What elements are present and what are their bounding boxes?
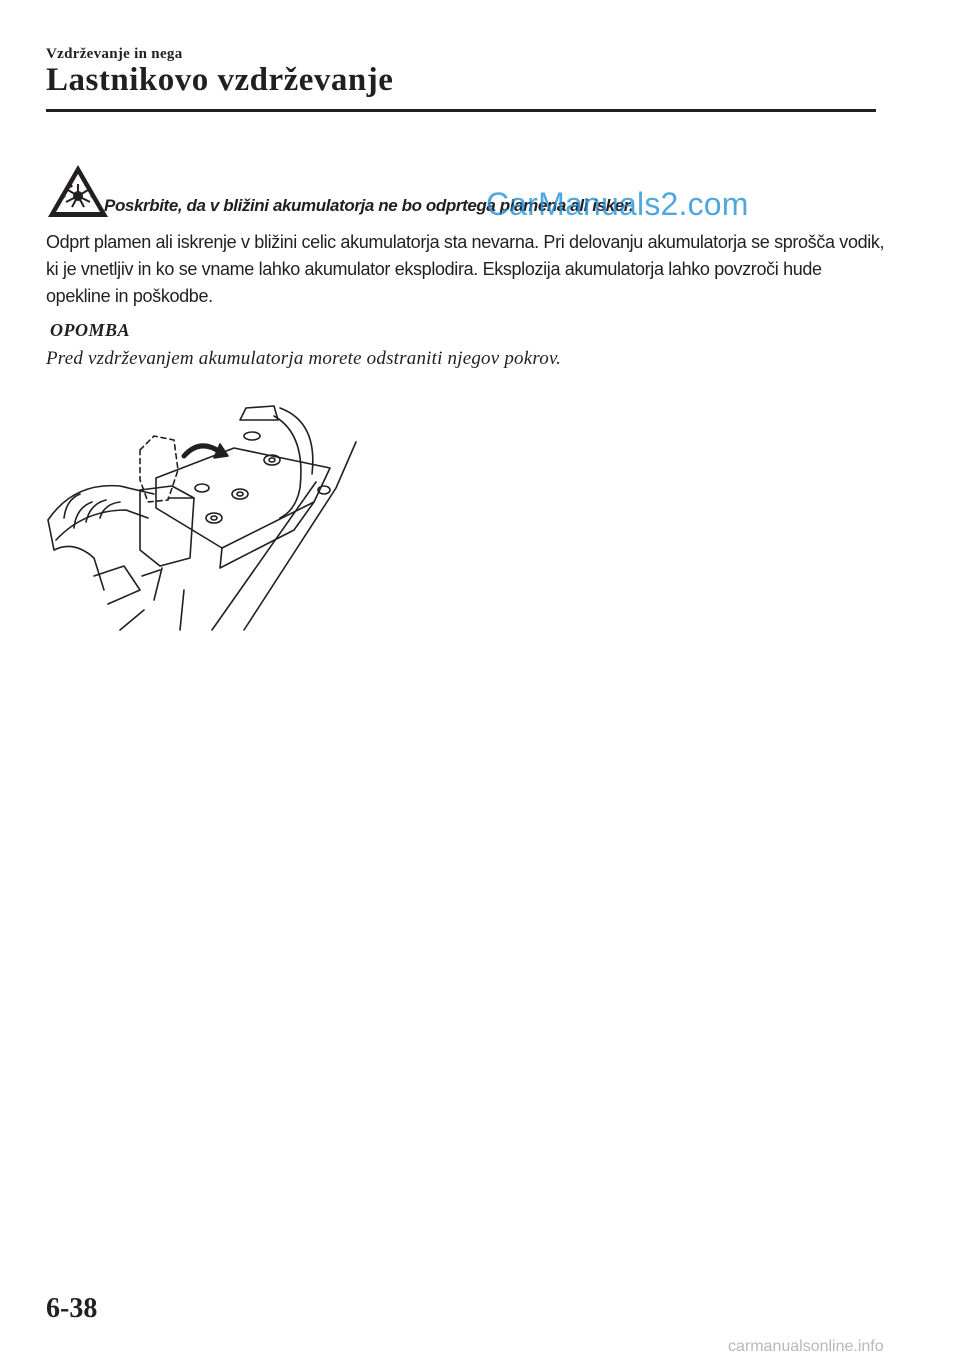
- battery-cover-illustration: [44, 390, 362, 634]
- warning-body: Odprt plamen ali iskrenje v bližini celic akumulatorja sta nevarna. Pri delovanju akumulatorja se sprošča vodik, ki je vnetljiv in ko se vname lahko akumulator eksplodira. Eksplozija akumulatorja lahko povzroči hude opekline in poškodbe.: [46, 232, 885, 306]
- title-rule: [46, 109, 876, 112]
- note-text: Pred vzdrževanjem akumulatorja morete odstraniti njegov pokrov.: [46, 348, 562, 369]
- chapter-title: Lastnikovo vzdrževanje: [46, 62, 394, 98]
- warning-heading: Poskrbite, da v bližini akumulatorja ne bo odprtega plamena ali isker.: [104, 196, 634, 215]
- watermark[interactable]: CarManuals2.com: [486, 186, 749, 222]
- section-label: Vzdrževanje in nega: [46, 46, 183, 62]
- page-number: 6-38: [46, 1293, 98, 1324]
- footer-watermark[interactable]: carmanualsonline.info: [728, 1338, 884, 1355]
- note-label: OPOMBA: [50, 320, 131, 340]
- explosion-warning-icon: [46, 162, 110, 220]
- warning-row: [46, 162, 886, 224]
